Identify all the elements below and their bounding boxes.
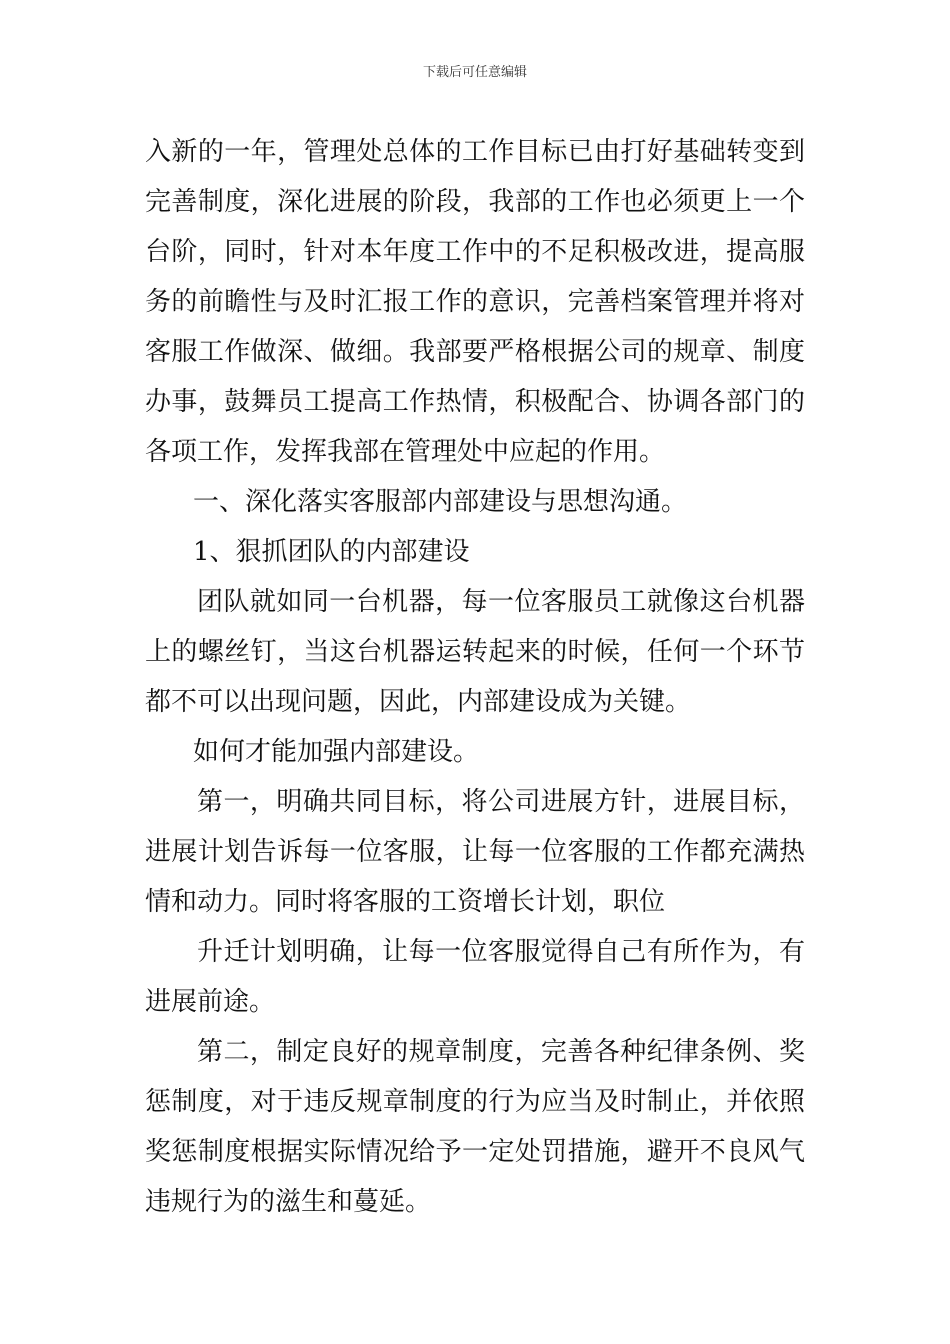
subsection-heading-1: 1、狠抓团队的内部建设 <box>193 537 470 567</box>
paragraph-promotion: 升迁计划明确，让每一位客服觉得自己有所作为，有进展前途。 <box>145 937 805 1017</box>
paragraph-intro: 入新的一年，管理处总体的工作目标已由打好基础转变到完善制度，深化进展的阶段，我部的工作也必须更上一个台阶，同时，针对本年度工作中的不足积极改进，提高服务的前瞻性与及时汇报工作的意识，完善档案管理并将对客服工作做深、做细。我部要严格根据公司的规章、制度办事，鼓舞员工提高工作热情，积极配合、协调各部门的各项工作，发挥我部在管理处中应起的作用。 <box>145 137 805 467</box>
document-body <box>145 127 805 1227</box>
paragraph-second-point: 第二，制定良好的规章制度，完善各种纪律条例、奖惩制度，对于违反规章制度的行为应当及时制止，并依照奖惩制度根据实际情况给予一定处罚措施，避开不良风气违规行为的滋生和蔓延。 <box>145 1037 805 1217</box>
paragraph-team-machine: 团队就如同一台机器，每一位客服员工就像这台机器上的螺丝钉，当这台机器运转起来的时候，任何一个环节都不可以出现问题，因此，内部建设成为关键。 <box>145 587 805 717</box>
paragraph-question: 如何才能加强内部建设。 <box>193 737 480 767</box>
paragraph-first-point: 第一，明确共同目标，将公司进展方针，进展目标，进展计划告诉每一位客服，让每一位客服的工作都充满热情和动力。同时将客服的工资增长计划，职位 <box>145 787 805 917</box>
section-heading-1: 一、深化落实客服部内部建设与思想沟通。 <box>193 487 688 517</box>
page-header-note: 下载后可任意编辑 <box>422 65 527 80</box>
